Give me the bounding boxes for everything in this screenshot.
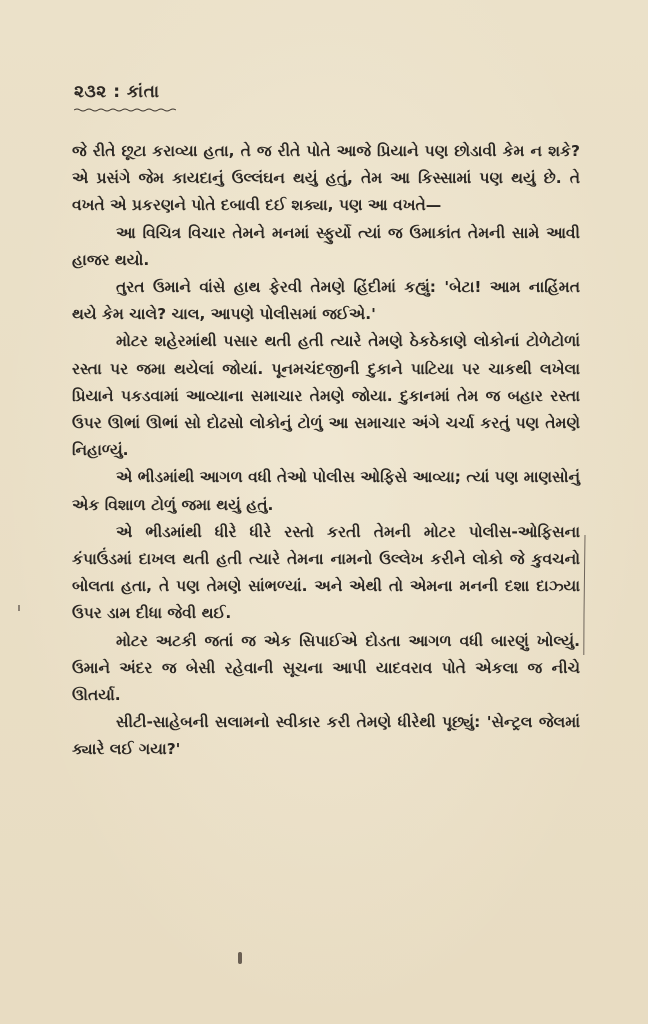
margin-tick-mark bbox=[18, 605, 20, 611]
paragraph: તુરત ઉમાને વાંસે હાથ ફેરવી તેમણે હિંદીમાં કહ્યું: 'બેટા! આમ નાહિંમત થયે કેમ ચાલે? ચાલ, આપણે પોલીસમાં જઈએ.' bbox=[72, 278, 580, 324]
paragraph: મોટર અટકી જતાં જ એક સિપાઈએ દોડતા આગળ વધી બારણું ખોલ્યું. ઉમાને અંદર જ બેસી રહેવાની સૂચના આપી યાદવરાવ પોતે એકલા જ નીચે ઊતર્યા. bbox=[72, 631, 580, 705]
paragraph: એ ભીડમાંથી ધીરે ધીરે રસ્તો કરતી તેમની મોટર પોલીસ-ઓફિસના કંપાઉંડમાં દાખલ થતી હતી ત્યારે તેમના નામનો ઉલ્લેખ કરીને લોકો જે કુવચનો બોલતા હતા, તે પણ તેમણે સાંભળ્યાં. અને એથી તો એમના મનની દશા દાઝ્યા ઉપર ડામ દીધા જેવી થઈ. bbox=[72, 522, 580, 623]
paragraph: મોટર શહેરમાંથી પસાર થતી હતી ત્યારે તેમણે ઠેકઠેકાણે લોકોનાં ટોળેટોળાં રસ્તા પર જમા થયેલાં જોયાં. પૂનમચંદજીની દુકાને પાટિયા પર ચાકથી લખેલા પ્રિયાને પકડવામાં આવ્યાના સમાચાર તેમણે જોયા. દુકાનમાં તેમ જ બહાર રસ્તા ઉપર ઊભાં ઊભાં સો દોઢસો લોકોનું ટોળું આ સમાચાર અંગે ચર્ચા કરતું પણ તેમણે નિહાળ્યું. bbox=[72, 332, 580, 460]
ink-dot bbox=[238, 952, 242, 964]
paragraph: સીટી-સાહેબની સલામનો સ્વીકાર કરી તેમણે ધીરેથી પૂછ્યું: 'સેન્ટ્રલ જેલમાં ક્યારે લઈ ગયા?' bbox=[72, 713, 580, 759]
paragraph: એ ભીડમાંથી આગળ વધી તેઓ પોલીસ ઓફિસે આવ્યા; ત્યાં પણ માણસોનું એક વિશાળ ટોળું જમા થયું હતું. bbox=[72, 468, 580, 514]
margin-pencil-mark bbox=[583, 535, 586, 655]
page-header: ૨૩૨ : કાંતા bbox=[74, 82, 160, 102]
paragraph: જે રીતે છૂટા કરાવ્યા હતા, તે જ રીતે પોતે આજે પ્રિયાને પણ છોડાવી કેમ ન શકે? એ પ્રસંગે જેમ કાયદાનું ઉલ્લંઘન થયું હતું, તેમ આ કિસ્સામાં પણ થયું છે. તે વખતે એ પ્રકરણને પોતે દબાવી દઈ શક્યા, પણ આ વખતે— bbox=[72, 142, 580, 215]
header-underline-ornament bbox=[74, 108, 176, 112]
paragraph: આ વિચિત્ર વિચાર તેમને મનમાં સ્ફુર્યો ત્યાં જ ઉમાકાંત તેમની સામે આવી હાજર થયો. bbox=[72, 223, 580, 269]
body-text bbox=[72, 138, 580, 764]
